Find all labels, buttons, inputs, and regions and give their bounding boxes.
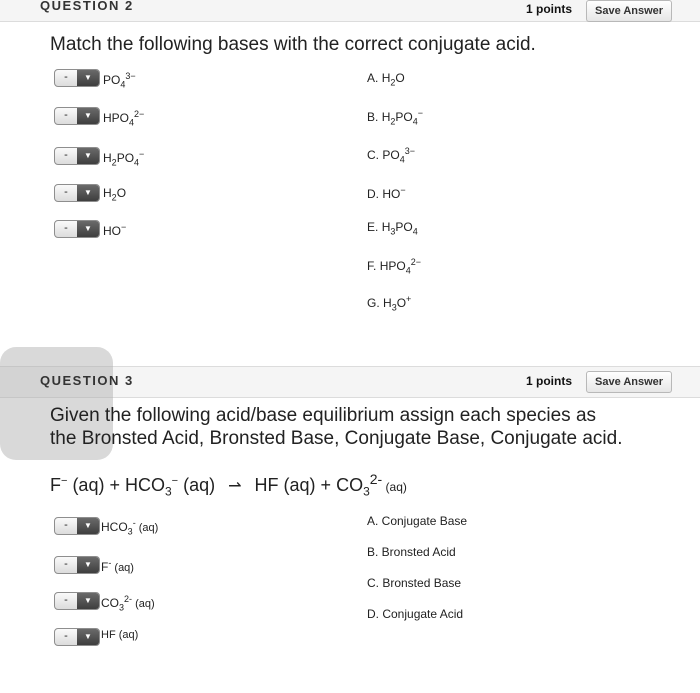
q3-select-4[interactable] (54, 628, 100, 646)
q2-select-1[interactable] (54, 69, 100, 87)
chevron-down-icon: ▼ (77, 108, 99, 124)
q3-option-a: A. Conjugate Base (367, 514, 468, 528)
q3-option-d: D. Conjugate Acid (367, 607, 464, 621)
equilibrium-equation: F− $(aq) + HCO_3^-$ (aq) ⇀ HF $(aq) + CO_3^{2-}$ (aq) (50, 471, 407, 499)
q3-item-2-label: F- (aq) (101, 558, 134, 574)
chevron-down-icon: ▼ (77, 221, 99, 237)
q2-item-3-label: $H_2PO_4^-$ (103, 149, 145, 168)
q3-select-1[interactable] (54, 517, 100, 535)
question-2-points: 1 points (526, 2, 573, 16)
q2-option-a: A. $H_2O$ (367, 71, 405, 88)
q2-option-b: B. $H_2PO_4^-$ (367, 108, 423, 127)
select-value: - (64, 109, 68, 121)
select-value: - (64, 222, 68, 234)
q2-select-3[interactable] (54, 147, 100, 165)
question-2-label: QUESTION 2 (40, 0, 134, 13)
select-value: - (64, 149, 68, 161)
chevron-down-icon: ▼ (77, 518, 99, 534)
q3-item-4-label: HF (aq) (101, 629, 139, 641)
q3-item-1-label: $HCO_3^-$ (aq) (101, 518, 159, 537)
question-2-prompt: Match the following bases with the correct conjugate acid. (50, 34, 536, 55)
q2-item-4-label: $H_2O$ (103, 186, 127, 203)
q2-item-2-label: $HPO_4^{2-}$ (103, 109, 145, 128)
q2-option-d: D. HO− (367, 185, 406, 201)
select-value: - (64, 186, 68, 198)
question-3-prompt-line-1: Given the following acid/base equilibrium assign each species as (50, 405, 597, 426)
chevron-down-icon: ▼ (77, 185, 99, 201)
chevron-down-icon: ▼ (77, 593, 99, 609)
q2-option-c: C. $PO_4^{3-}$ (367, 146, 415, 165)
q3-item-3-label: $CO_3^{2-}$ (aq) (101, 594, 155, 613)
q2-option-g: G. $H_3O^+$ (367, 294, 412, 313)
q3-option-b: B. Bronsted Acid (367, 545, 456, 559)
question-2-save-button[interactable]: Save Answer (586, 0, 672, 22)
chevron-down-icon: ▼ (77, 70, 99, 86)
q3-select-3[interactable] (54, 592, 100, 610)
question-3-points: 1 points (526, 374, 573, 388)
chevron-down-icon: ▼ (77, 148, 99, 164)
select-value: - (64, 558, 68, 570)
question-3-label: QUESTION 3 (40, 373, 134, 388)
q2-select-5[interactable] (54, 220, 100, 238)
chevron-down-icon: ▼ (77, 629, 99, 645)
select-value: - (64, 71, 68, 83)
question-3-save-button[interactable]: Save Answer (586, 371, 672, 393)
question-3-prompt-line-2: the Bronsted Acid, Bronsted Base, Conjugate Base, Conjugate acid. (50, 428, 623, 449)
select-value: - (64, 594, 68, 606)
q2-select-4[interactable] (54, 184, 100, 202)
q2-item-1-label: $PO_4^{3-}$ (103, 71, 136, 90)
select-value: - (64, 519, 68, 531)
q2-option-f: F. $HPO_4^{2-}$ (367, 257, 421, 276)
q3-option-c: C. Bronsted Base (367, 576, 462, 590)
q2-option-e: E. $H_3PO_4$ (367, 220, 418, 237)
q2-item-5-label: HO− (103, 222, 127, 238)
equilibrium-arrow-icon: ⇀ (228, 478, 242, 495)
select-value: - (64, 630, 68, 642)
q3-select-2[interactable] (54, 556, 100, 574)
q2-select-2[interactable] (54, 107, 100, 125)
chevron-down-icon: ▼ (77, 557, 99, 573)
